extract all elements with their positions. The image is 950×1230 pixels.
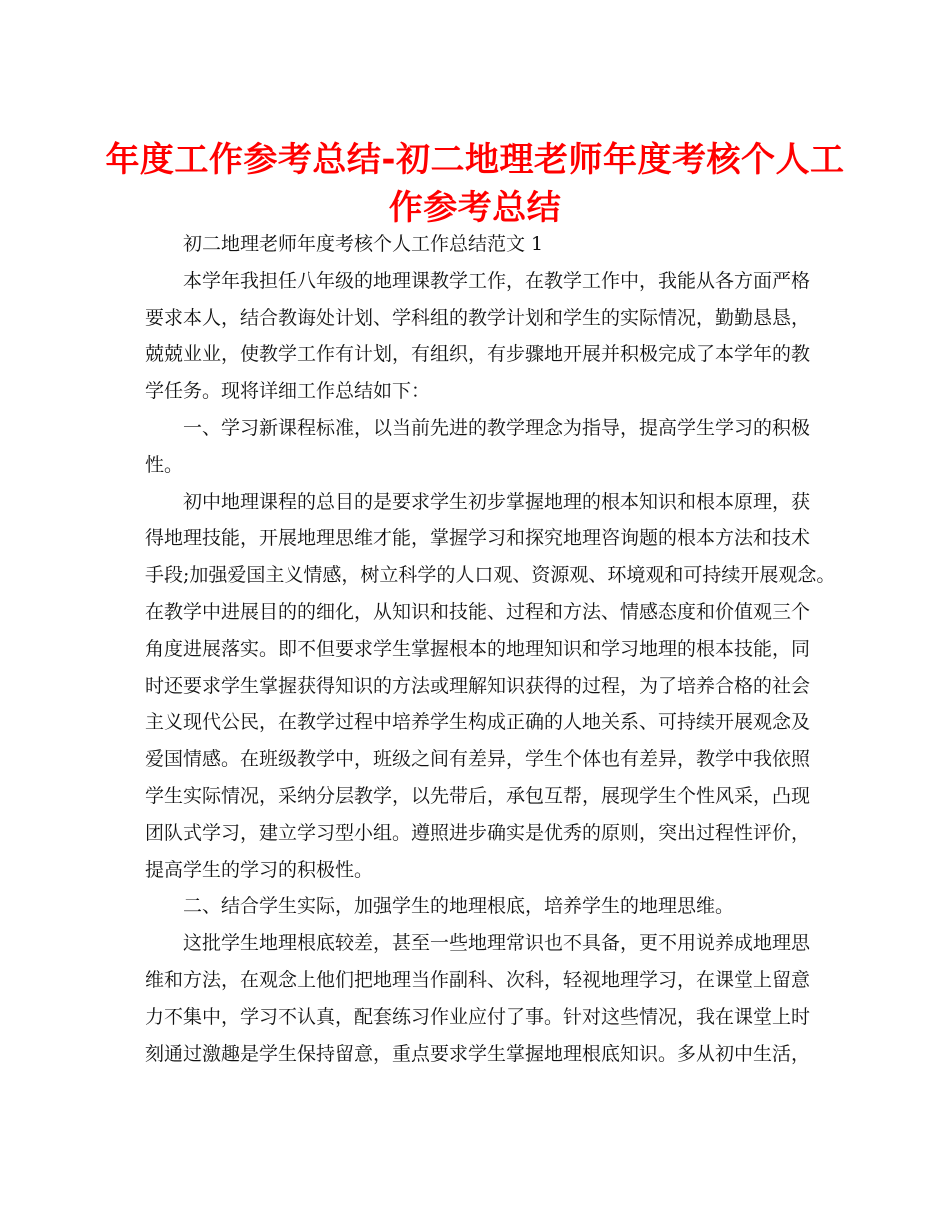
text-line: 兢兢业业，使教学工作有计划，有组织，有步骤地开展并积极完成了本学年的教 bbox=[145, 343, 811, 366]
text-line: 要求本人，结合教诲处计划、学科组的教学计划和学生的实际情况，勤勤恳恳， bbox=[145, 306, 811, 329]
text-line: 学任务。现将详细工作总结如下： bbox=[145, 380, 431, 403]
text-line: 团队式学习，建立学习型小组。遵照进步确实是优秀的原则，突出过程性评价， bbox=[145, 821, 811, 844]
text-line: 二、结合学生实际，加强学生的地理根底，培养学生的地理思维。 bbox=[183, 895, 735, 918]
text-line: 这批学生地理根底较差，甚至一些地理常识也不具备，更不用说养成地理思 bbox=[183, 932, 811, 955]
text-line: 刻通过激趣是学生保持留意，重点要求学生掌握地理根底知识。多从初中生活， bbox=[145, 1042, 811, 1065]
text-line: 学生实际情况，采纳分层教学，以先带后，承包互帮，展现学生个性风采，凸现 bbox=[145, 784, 811, 807]
text-line: 时还要求学生掌握获得知识的方法或理解知识获得的过程，为了培养合格的社会 bbox=[145, 674, 811, 697]
text-line: 提高学生的学习的积极性。 bbox=[145, 858, 374, 881]
title-line-2: 作参考总结 bbox=[388, 188, 562, 228]
text-line: 得地理技能，开展地理思维才能，掌握学习和探究地理咨询题的根本方法和技术 bbox=[145, 527, 811, 550]
document-title bbox=[100, 136, 850, 232]
text-line: 初中地理课程的总目的是要求学生初步掌握地理的根本知识和根本原理，获 bbox=[183, 490, 811, 513]
text-line: 爱国情感。在班级教学中，班级之间有差异，学生个体也有差异，教学中我依照 bbox=[145, 748, 811, 771]
text-line: 力不集中，学习不认真，配套练习作业应付了事。针对这些情况，我在课堂上时 bbox=[145, 1005, 811, 1028]
text-line: 初二地理老师年度考核个人工作总结范文 1 bbox=[183, 233, 544, 255]
text-line: 性。 bbox=[145, 453, 184, 476]
document-body bbox=[145, 226, 836, 1072]
text-line: 维和方法，在观念上他们把地理当作副科、次科，轻视地理学习，在课堂上留意 bbox=[145, 968, 811, 991]
text-line: 一、学习新课程标准，以当前先进的教学理念为指导，提高学生学习的积极 bbox=[183, 416, 811, 439]
text-line: 本学年我担任八年级的地理课教学工作，在教学工作中，我能从各方面严格 bbox=[183, 269, 811, 292]
text-line: 主义现代公民，在教学过程中培养学生构成正确的人地关系、可持续开展观念及 bbox=[145, 711, 811, 734]
text-line: 手段;加强爱国主义情感，树立科学的人口观、资源观、环境观和可持续开展观念。 bbox=[145, 564, 836, 587]
text-line: 在教学中进展目的的细化，从知识和技能、过程和方法、情感态度和价值观三个 bbox=[145, 600, 811, 623]
text-line: 角度进展落实。即不但要求学生掌握根本的地理知识和学习地理的根本技能，同 bbox=[145, 637, 811, 660]
title-line-1: 年度工作参考总结-初二地理老师年度考核个人工 bbox=[105, 140, 845, 180]
